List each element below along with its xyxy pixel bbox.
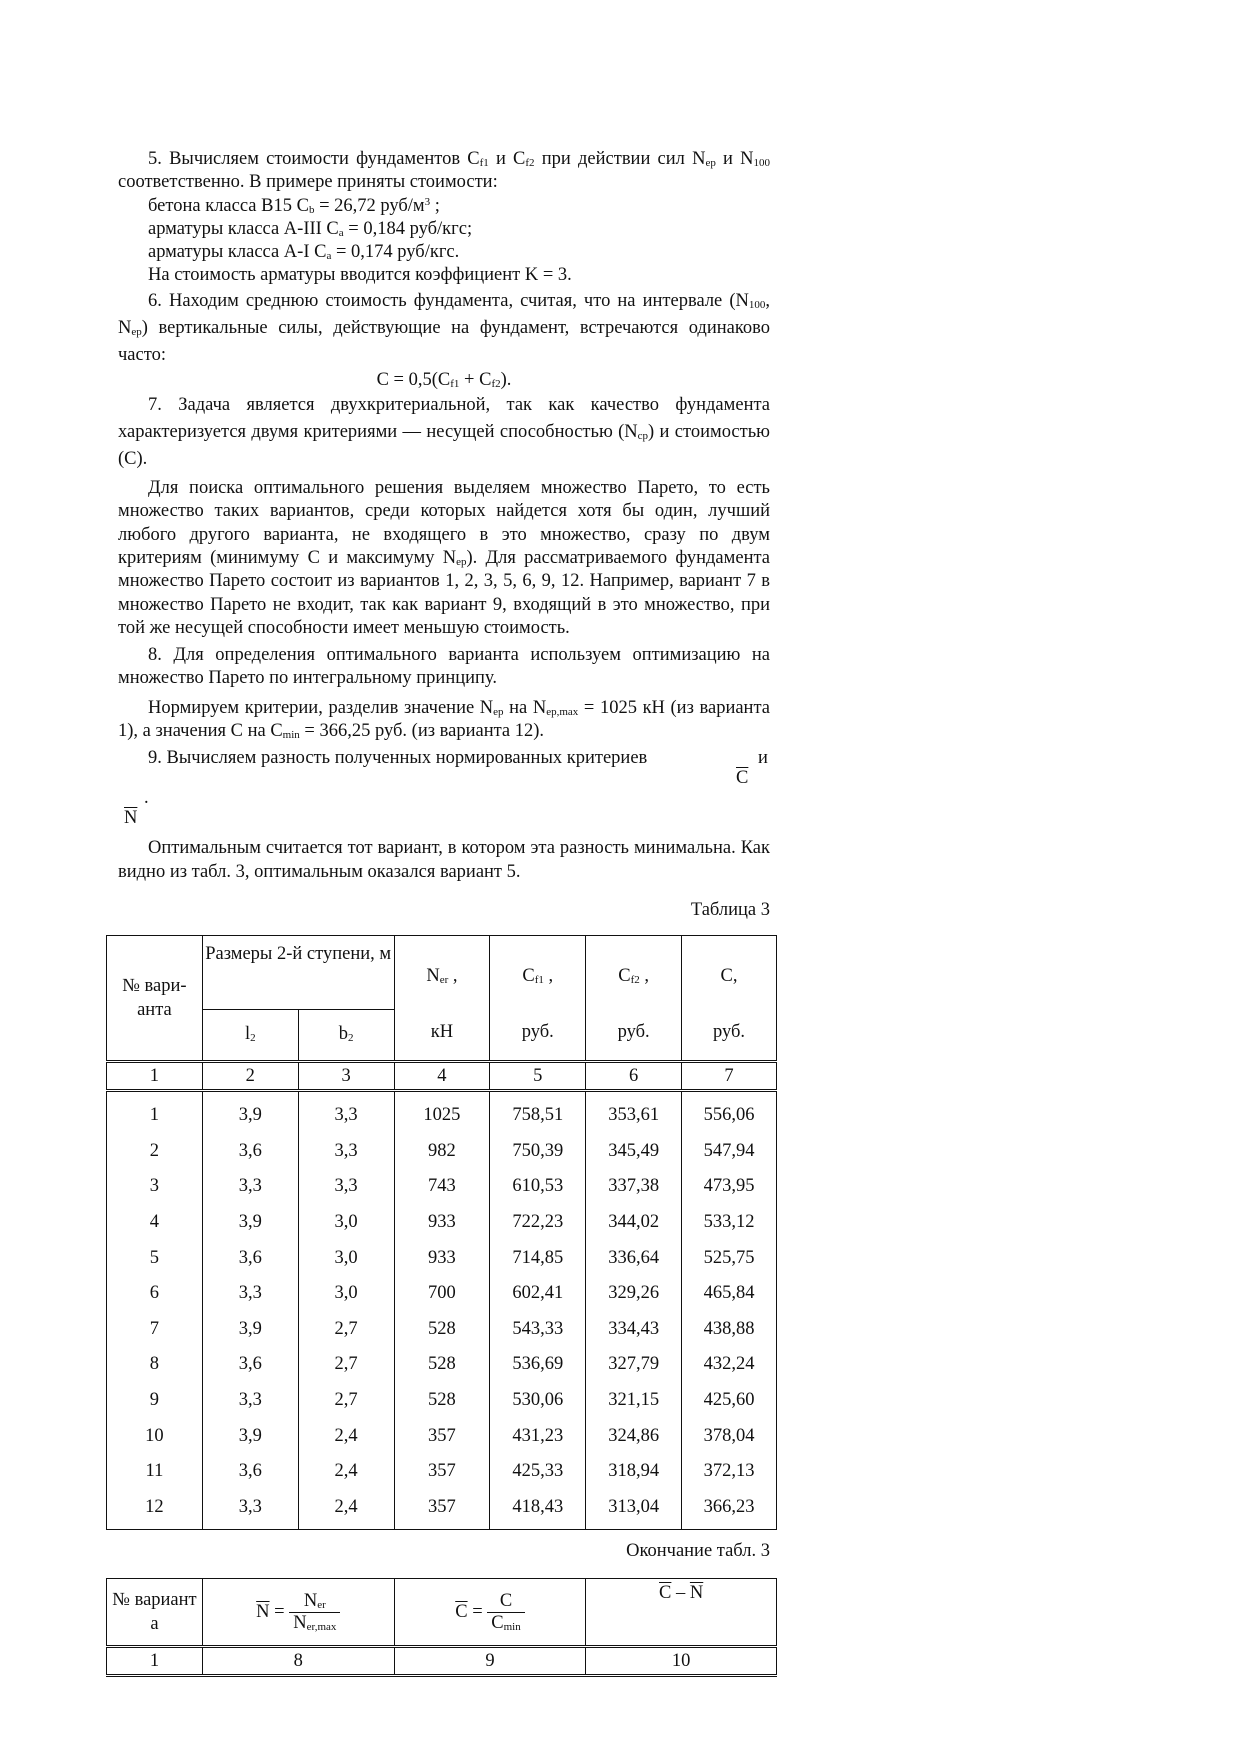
table3-end-column-numbers: [107, 1647, 777, 1676]
table-cell: 336,64: [586, 1240, 682, 1276]
table3-end-header: [107, 1579, 777, 1647]
table-cell: 3,6: [202, 1240, 298, 1276]
table-row: [107, 1383, 777, 1419]
table-cell: 431,23: [490, 1418, 586, 1454]
table-cell: 329,26: [586, 1276, 682, 1312]
rebar-ai-cost: арматуры класса А-I $C_a = 0,174$ руб/кгс.: [148, 242, 460, 263]
table-cell: 3,0: [298, 1240, 394, 1276]
table-cell: 3: [107, 1169, 203, 1205]
colnum: 9: [394, 1647, 586, 1676]
table-cell: 4: [107, 1205, 203, 1241]
table-cell: 758,51: [490, 1091, 586, 1134]
header-cf2: $C_{f2}$ , руб.: [586, 936, 682, 1062]
table-row: [107, 1312, 777, 1348]
table-cell: 2,7: [298, 1347, 394, 1383]
colnum: 4: [394, 1062, 490, 1091]
table-cell: 3,6: [202, 1347, 298, 1383]
table-cell: 602,41: [490, 1276, 586, 1312]
table-row: [107, 1134, 777, 1170]
table-cell: 425,33: [490, 1454, 586, 1490]
table-cell: 5: [107, 1240, 203, 1276]
average-cost-formula: $C = 0,5(C_{f1} + C_{f2})$.: [376, 369, 512, 390]
table-cell: 3,0: [298, 1276, 394, 1312]
table-cell: 378,04: [682, 1418, 777, 1454]
table-cell: 6: [107, 1276, 203, 1312]
table-3-end: [106, 1578, 777, 1677]
table-cell: 1: [107, 1091, 203, 1134]
table-cell: 3,3: [298, 1169, 394, 1205]
table3-end-caption: Окончание табл. 3: [626, 1541, 770, 1561]
table-cell: 3,3: [202, 1276, 298, 1312]
table-cell: 7: [107, 1312, 203, 1348]
table-cell: 722,23: [490, 1205, 586, 1241]
table-row: [107, 1418, 777, 1454]
table-cell: 10: [107, 1418, 203, 1454]
table-cell: 536,69: [490, 1347, 586, 1383]
header-variant-no: № вари- анта: [107, 936, 203, 1062]
table-cell: 528: [394, 1347, 490, 1383]
table-cell: 2,4: [298, 1454, 394, 1490]
table-cell: 3,9: [202, 1312, 298, 1348]
table-cell: 313,04: [586, 1490, 682, 1530]
table-cell: 1025: [394, 1091, 490, 1134]
concrete-cost: бетона класса В15 $C_b = 26,72$ руб/$м^3$ ;: [148, 195, 440, 216]
table-3: [106, 935, 777, 1530]
table-cell: 337,38: [586, 1169, 682, 1205]
table-cell: 357: [394, 1454, 490, 1490]
table-cell: 11: [107, 1454, 203, 1490]
table-row: [107, 1454, 777, 1490]
table-cell: 750,39: [490, 1134, 586, 1170]
table-cell: 547,94: [682, 1134, 777, 1170]
colnum: 2: [202, 1062, 298, 1091]
colnum: 3: [298, 1062, 394, 1091]
colnum: 10: [586, 1647, 777, 1676]
table-cell: 344,02: [586, 1205, 682, 1241]
table-row: [107, 1347, 777, 1383]
period: .: [144, 788, 149, 809]
table-cell: 327,79: [586, 1347, 682, 1383]
table-cell: 473,95: [682, 1169, 777, 1205]
table-cell: 3,0: [298, 1205, 394, 1241]
body-text: [118, 148, 770, 884]
table-cell: 3,3: [202, 1490, 298, 1530]
table-cell: 334,43: [586, 1312, 682, 1348]
table-row: [107, 1490, 777, 1530]
table-cell: 933: [394, 1205, 490, 1241]
table-cell: 2,7: [298, 1312, 394, 1348]
table-cell: 3,9: [202, 1205, 298, 1241]
paragraph-9-text: 9. Вычисляем разность полученных нормированных критериев: [148, 748, 648, 769]
table-cell: 3,6: [202, 1454, 298, 1490]
table-cell: 345,49: [586, 1134, 682, 1170]
colnum: 1: [107, 1062, 203, 1091]
table-cell: 530,06: [490, 1383, 586, 1419]
colnum: 7: [682, 1062, 777, 1091]
header-sizes: Размеры 2-й ступени, м: [202, 936, 394, 1010]
table-cell: 12: [107, 1490, 203, 1530]
table-row: [107, 1205, 777, 1241]
table-cell: 743: [394, 1169, 490, 1205]
paragraph-6: 6. Находим среднюю стоимость фундамента, считая, что на интервале ($N_{100}$, $N_{ep}$) вертикальные силы, действующие на фундамент, встречаются одинаково часто:: [118, 290, 770, 365]
table-cell: 353,61: [586, 1091, 682, 1134]
header-ner: $N_{er}$ , кН: [394, 936, 490, 1062]
table-cell: 2,4: [298, 1490, 394, 1530]
header-cf1: $C_{f1}$ , руб.: [490, 936, 586, 1062]
table-cell: 321,15: [586, 1383, 682, 1419]
colnum: 8: [202, 1647, 394, 1676]
table-cell: 357: [394, 1418, 490, 1454]
paragraph-9: [118, 747, 770, 829]
colnum: 5: [490, 1062, 586, 1091]
table-cell: 610,53: [490, 1169, 586, 1205]
table-row: [107, 1091, 777, 1134]
and-word: и: [758, 748, 768, 769]
header-l2: $l_2$: [202, 1009, 298, 1061]
table-row: [107, 1169, 777, 1205]
table-cell: 357: [394, 1490, 490, 1530]
table-cell: 9: [107, 1383, 203, 1419]
table-cell: 933: [394, 1240, 490, 1276]
header-c: C, руб.: [682, 936, 777, 1062]
table-cell: 2,4: [298, 1418, 394, 1454]
table-cell: 982: [394, 1134, 490, 1170]
pareto-paragraph: Для поиска оптимального решения выделяем множество Парето, то есть множество таких вариантов, среди которых найдется хотя бы один, лучший любого другого варианта, не входящего в это множество, сразу по двум критериям (минимуму C и максимуму $N_{ep}$). Для рассматриваемого фундамента множество Парето состоит из вариантов 1, 2, 3, 5, 6, 9, 12. Например, вариант 7 в множество Парето не входит, так как вариант 9, входящий в это множество, при той же несущей способности имеет меньшую стоимость.: [118, 478, 770, 638]
table-cell: 8: [107, 1347, 203, 1383]
table3-caption: Таблица 3: [690, 900, 770, 920]
table-cell: 3,3: [298, 1091, 394, 1134]
table-cell: 324,86: [586, 1418, 682, 1454]
normalization-paragraph: Нормируем критерии, разделив значение $N_{ep}$ на $N_{ep,max} = 1025$ кН (из варианта 1), а значения C на $C_{min} = 366,25$ руб. (из варианта 12).: [118, 697, 770, 742]
table-cell: 525,75: [682, 1240, 777, 1276]
table-cell: 2: [107, 1134, 203, 1170]
n-bar-symbol: $\overline{N}$: [124, 808, 138, 829]
paragraph-7: 7. Задача является двухкритериальной, так как качество фундамента характеризуется двумя критериями — несущей способностью $(N_{cp})$ и стоимостью (C).: [118, 395, 770, 470]
header-c-normalized: $\overline{C}$ = $\frac{C}{C_{min}}$: [394, 1579, 586, 1647]
table-cell: 528: [394, 1383, 490, 1419]
table-cell: 2,7: [298, 1383, 394, 1419]
header-variant-no-2: № вариант а: [107, 1579, 203, 1647]
coefficient-line: На стоимость арматуры вводится коэффициент K = 3.: [148, 265, 572, 286]
paragraph-8: 8. Для определения оптимального варианта используем оптимизацию на множество Парето по интегральному принципу.: [118, 645, 770, 689]
table-cell: 700: [394, 1276, 490, 1312]
table-cell: 533,12: [682, 1205, 777, 1241]
table-cell: 418,43: [490, 1490, 586, 1530]
table-cell: 438,88: [682, 1312, 777, 1348]
table-cell: 425,60: [682, 1383, 777, 1419]
table-cell: 556,06: [682, 1091, 777, 1134]
optimal-paragraph: Оптимальным считается тот вариант, в котором эта разность минимальна. Как видно из табл. 3, оптимальным оказался вариант 5.: [118, 838, 770, 882]
colnum: 1: [107, 1647, 203, 1676]
table-cell: 432,24: [682, 1347, 777, 1383]
table-cell: 3,3: [298, 1134, 394, 1170]
table-row: [107, 1276, 777, 1312]
table-cell: 372,13: [682, 1454, 777, 1490]
rebar-aiii-cost: арматуры класса А-III $C_a = 0,184$ руб/кгс;: [148, 218, 473, 239]
table-cell: 3,3: [202, 1169, 298, 1205]
header-difference: $\overline{C} - \overline{N}$: [586, 1579, 777, 1647]
colnum: 6: [586, 1062, 682, 1091]
header-b2: $b_2$: [298, 1009, 394, 1061]
table-cell: 366,23: [682, 1490, 777, 1530]
table-cell: 528: [394, 1312, 490, 1348]
table-cell: 3,3: [202, 1383, 298, 1419]
table-row: [107, 1240, 777, 1276]
table3-header-row-1: [107, 936, 777, 1010]
table-cell: 3,9: [202, 1418, 298, 1454]
table-cell: 3,9: [202, 1091, 298, 1134]
header-n-normalized: $\overline{N}$ = $\frac{N_{er}}{N_{er,max}}$: [202, 1579, 394, 1647]
table-cell: 465,84: [682, 1276, 777, 1312]
table3-column-numbers: [107, 1062, 777, 1091]
table-cell: 318,94: [586, 1454, 682, 1490]
c-bar-symbol: $\overline{C}$: [736, 768, 749, 789]
table-cell: 543,33: [490, 1312, 586, 1348]
table3-body: [107, 1091, 777, 1530]
paragraph-5: 5. Вычисляем стоимости фундаментов $C_{f1}$ и $C_{f2}$ при действии сил $N_{ep}$ и $N_{100}$ соответственно. В примере приняты стоимости:: [118, 149, 770, 193]
table-cell: 714,85: [490, 1240, 586, 1276]
table-cell: 3,6: [202, 1134, 298, 1170]
